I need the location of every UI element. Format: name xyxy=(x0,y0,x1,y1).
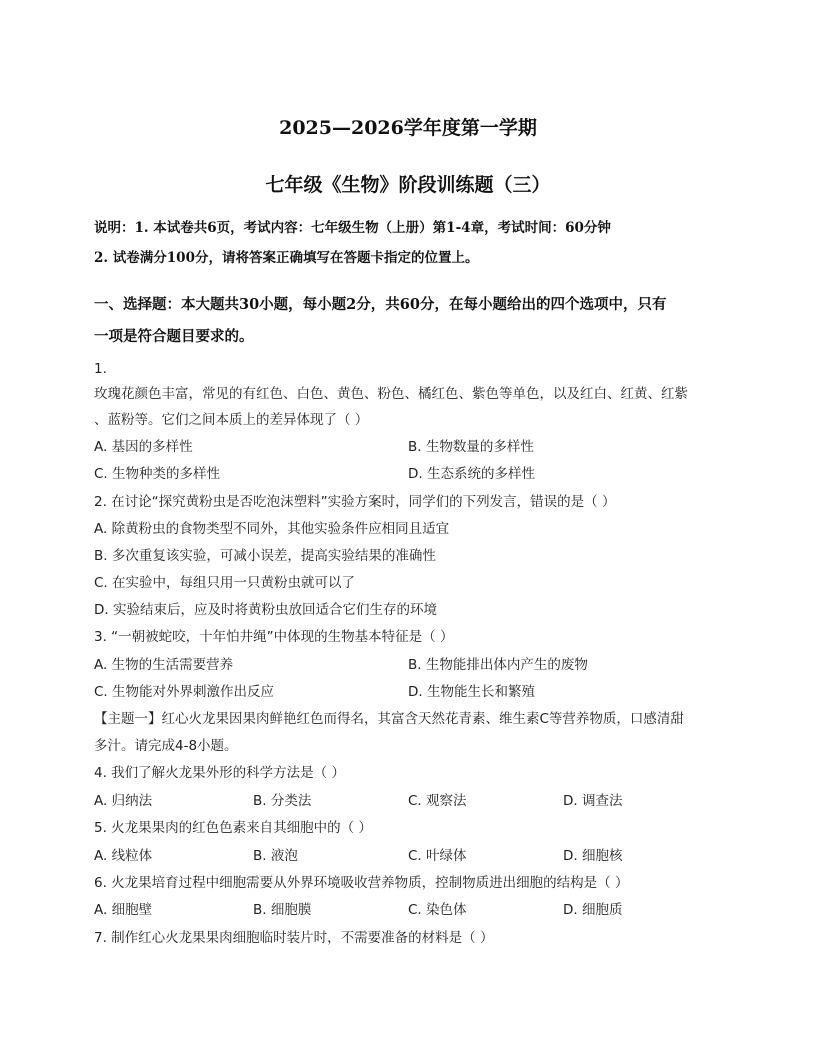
section-heading-line-1: 一、选择题：本大题共30小题，每小题2分，共60分，在每小题给出的四个选项中，只有 xyxy=(94,296,667,313)
q6-option-d: D. 细胞质 xyxy=(563,902,623,918)
q1-stem-line-2: 、蓝粉等。它们之间本质上的差异体现了（ ） xyxy=(94,412,369,428)
q3-option-b: B. 生物能排出体内产生的废物 xyxy=(408,657,588,673)
q6-stem: 6. 火龙果培育过程中细胞需要从外界环境吸收营养物质，控制物质进出细胞的结构是（ ） xyxy=(94,875,629,891)
q5-option-c: C. 叶绿体 xyxy=(408,848,467,864)
q4-option-c: C. 观察法 xyxy=(408,793,467,809)
q4-stem: 4. 我们了解火龙果外形的科学方法是（ ） xyxy=(94,765,345,781)
q2-option-b: B. 多次重复该实验，可减小误差，提高实验结果的准确性 xyxy=(94,548,436,564)
q5-stem: 5. 火龙果果肉的红色色素来自其细胞中的（ ） xyxy=(94,820,372,836)
q2-option-d: D. 实验结束后，应及时将黄粉虫放回适合它们生存的环境 xyxy=(94,602,437,618)
q1-option-c: C. 生物种类的多样性 xyxy=(94,466,221,482)
instructions-line-2: 2. 试卷满分100分，请将答案正确填写在答题卡指定的位置上。 xyxy=(94,250,479,266)
q6-option-a: A. 细胞壁 xyxy=(94,902,153,918)
q4-option-a: A. 归纳法 xyxy=(94,793,153,809)
q7-stem: 7. 制作红心火龙果果肉细胞临时装片时，不需要准备的材料是（ ） xyxy=(94,930,494,946)
q3-option-c: C. 生物能对外界刺激作出反应 xyxy=(94,684,275,700)
theme1-line-1: 【主题一】红心火龙果因果肉鲜艳红色而得名，其富含天然花青素、维生素C等营养物质，口感清甜 xyxy=(94,711,684,727)
q4-option-b: B. 分类法 xyxy=(253,793,312,809)
instructions-line-1: 说明：1. 本试卷共6页，考试内容：七年级生物（上册）第1-4章，考试时间：60分钟 xyxy=(94,220,611,236)
q3-option-a: A. 生物的生活需要营养 xyxy=(94,657,234,673)
q2-stem: 2. 在讨论“探究黄粉虫是否吃泡沫塑料”实验方案时，同学们的下列发言，错误的是（ ） xyxy=(94,494,616,510)
exam-title-subject: 七年级《生物》阶段训练题（三） xyxy=(265,174,551,196)
q1-option-b: B. 生物数量的多样性 xyxy=(408,439,534,455)
q1-option-d: D. 生态系统的多样性 xyxy=(408,466,535,482)
q6-option-c: C. 染色体 xyxy=(408,902,467,918)
section-heading-line-2: 一项是符合题目要求的。 xyxy=(94,328,254,345)
exam-title-term: 2025—2026学年度第一学期 xyxy=(279,117,537,139)
q5-option-d: D. 细胞核 xyxy=(563,848,623,864)
q6-option-b: B. 细胞膜 xyxy=(253,902,312,918)
q1-stem-line-1: 玫瑰花颜色丰富，常见的有红色、白色、黄色、粉色、橘红色、紫色等单色，以及红白、红黄、红紫 xyxy=(94,386,688,402)
q2-option-a: A. 除黄粉虫的食物类型不同外，其他实验条件应相同且适宜 xyxy=(94,521,450,537)
q5-option-a: A. 线粒体 xyxy=(94,848,153,864)
q1-option-a: A. 基因的多样性 xyxy=(94,439,193,455)
q4-option-d: D. 调查法 xyxy=(563,793,623,809)
q2-option-c: C. 在实验中，每组只用一只黄粉虫就可以了 xyxy=(94,575,356,591)
theme1-line-2: 多汁。请完成4-8小题。 xyxy=(94,738,238,754)
q3-option-d: D. 生物能生长和繁殖 xyxy=(408,684,535,700)
q1-number: 1. xyxy=(94,361,107,377)
q3-stem: 3. “一朝被蛇咬，十年怕井绳”中体现的生物基本特征是（ ） xyxy=(94,629,454,645)
q5-option-b: B. 液泡 xyxy=(253,848,298,864)
